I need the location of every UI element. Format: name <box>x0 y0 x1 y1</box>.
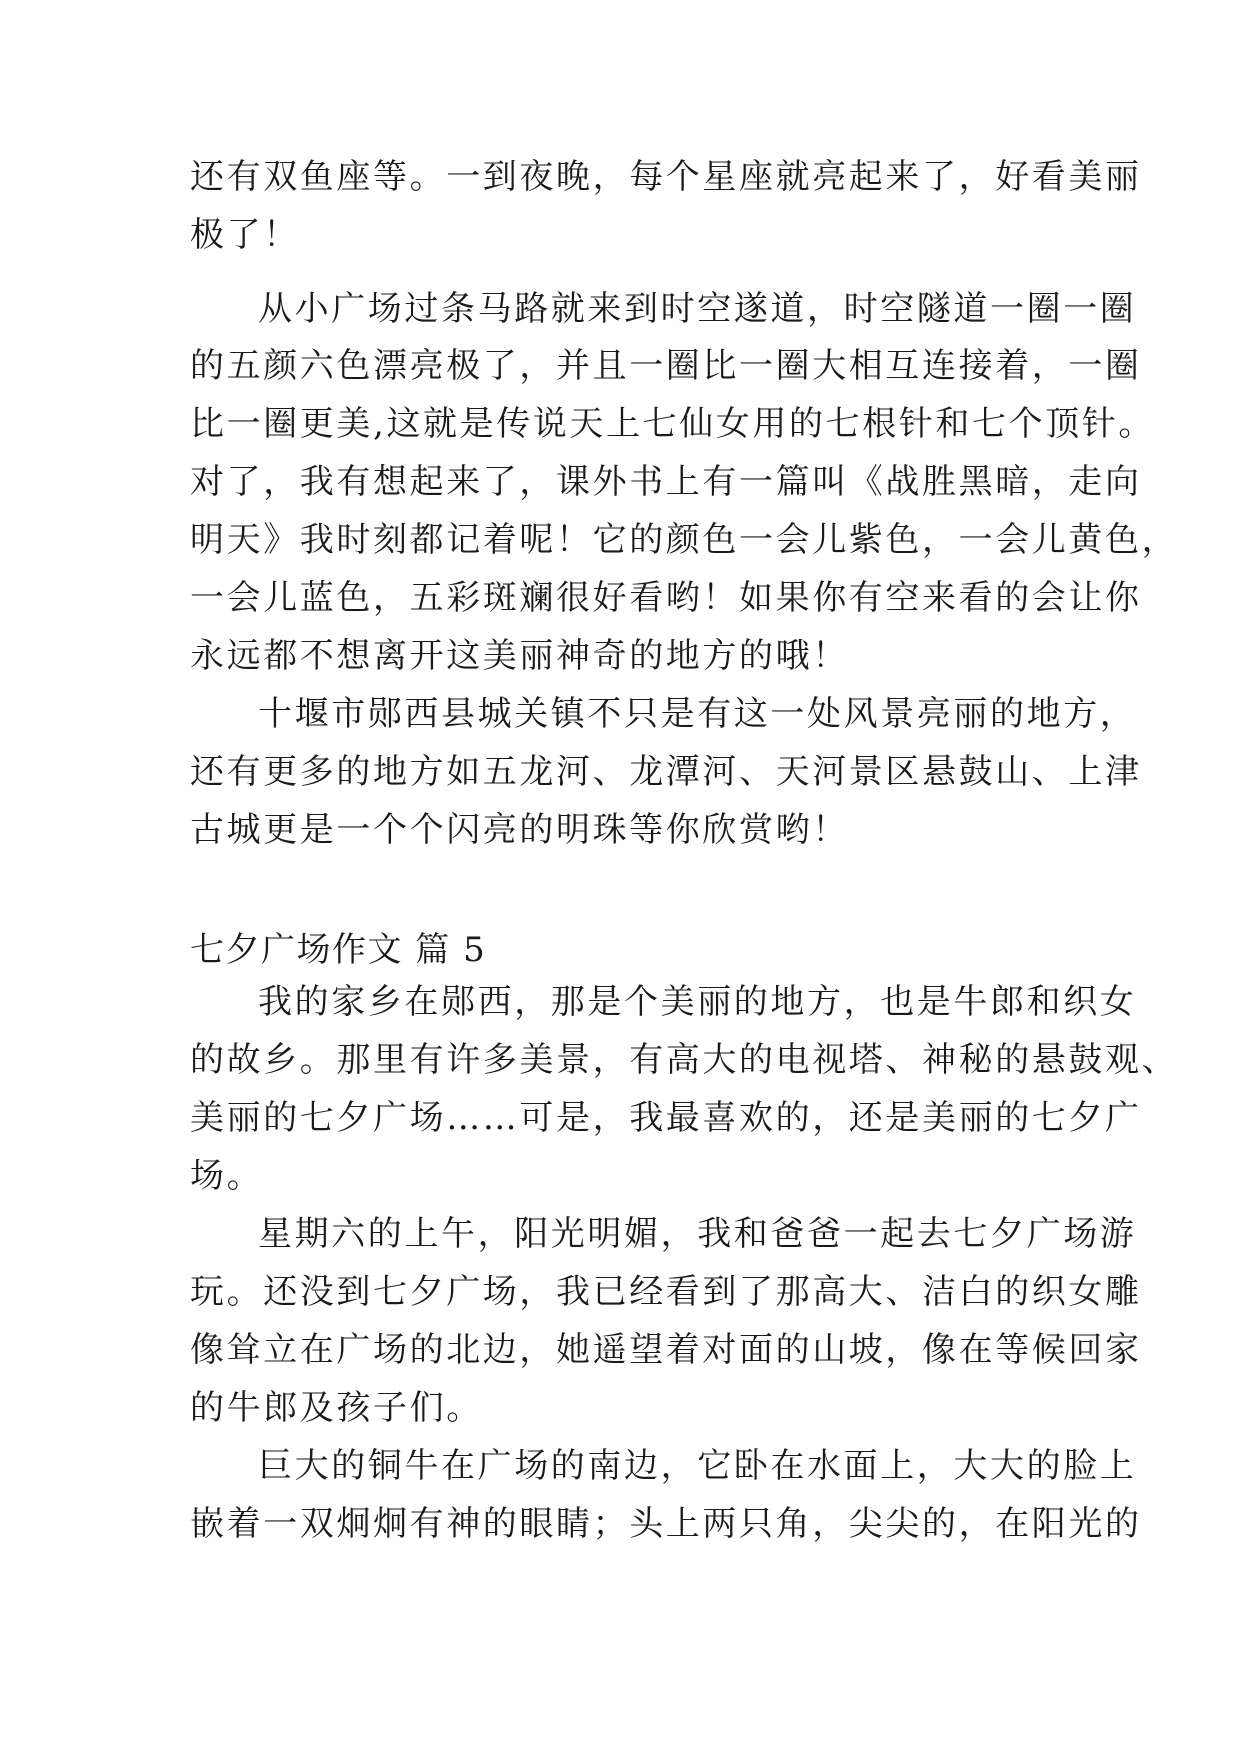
text-line: 比一圈更美,这就是传说天上七仙女用的七根针和七个顶针。 <box>190 404 1156 444</box>
text-line: 对了，我有想起来了，课外书上有一篇叫《战胜黑暗，走向 <box>190 462 1142 502</box>
text-line: 美丽的七夕广场……可是，我最喜欢的，还是美丽的七夕广 <box>190 1098 1142 1138</box>
paragraph-start: 十堰市郧西县城关镇不只是有这一处风景亮丽的地方， <box>258 694 1137 734</box>
text-line: 永远都不想离开这美丽神奇的地方的哦！ <box>190 636 849 676</box>
paragraph-start: 从小广场过条马路就来到时空遂道，时空隧道一圈一圈 <box>258 289 1137 329</box>
text-line: 明天》我时刻都记着呢！它的颜色一会儿紫色，一会儿黄色， <box>190 520 1179 560</box>
text-line: 嵌着一双炯炯有神的眼睛；头上两只角，尖尖的，在阳光的 <box>190 1504 1142 1544</box>
text-line: 还有更多的地方如五龙河、龙潭河、天河景区悬鼓山、上津 <box>190 752 1142 792</box>
text-line: 玩。还没到七夕广场，我已经看到了那高大、洁白的织女雕 <box>190 1272 1142 1312</box>
text-line: 像耸立在广场的北边，她遥望着对面的山坡，像在等候回家 <box>190 1330 1142 1370</box>
text-line: 场。 <box>190 1156 264 1196</box>
section-heading: 七夕广场作文 篇 5 <box>190 930 487 970</box>
text-line: 古城更是一个个闪亮的明珠等你欣赏哟！ <box>190 810 849 850</box>
text-line: 还有双鱼座等。一到夜晚，每个星座就亮起来了，好看美丽 <box>190 157 1142 197</box>
text-line: 的故乡。那里有许多美景，有高大的电视塔、神秘的悬鼓观、 <box>190 1040 1179 1080</box>
text-line: 一会儿蓝色，五彩斑斓很好看哟！如果你有空来看的会让你 <box>190 578 1142 618</box>
paragraph-start: 我的家乡在郧西，那是个美丽的地方，也是牛郎和织女 <box>258 982 1137 1022</box>
paragraph-start: 星期六的上午，阳光明媚，我和爸爸一起去七夕广场游 <box>258 1214 1137 1254</box>
text-line: 的五颜六色漂亮极了，并且一圈比一圈大相互连接着，一圈 <box>190 346 1142 386</box>
paragraph-start: 巨大的铜牛在广场的南边，它卧在水面上，大大的脸上 <box>258 1446 1137 1486</box>
text-line: 极了！ <box>190 215 300 255</box>
text-line: 的牛郎及孩子们。 <box>190 1388 483 1428</box>
